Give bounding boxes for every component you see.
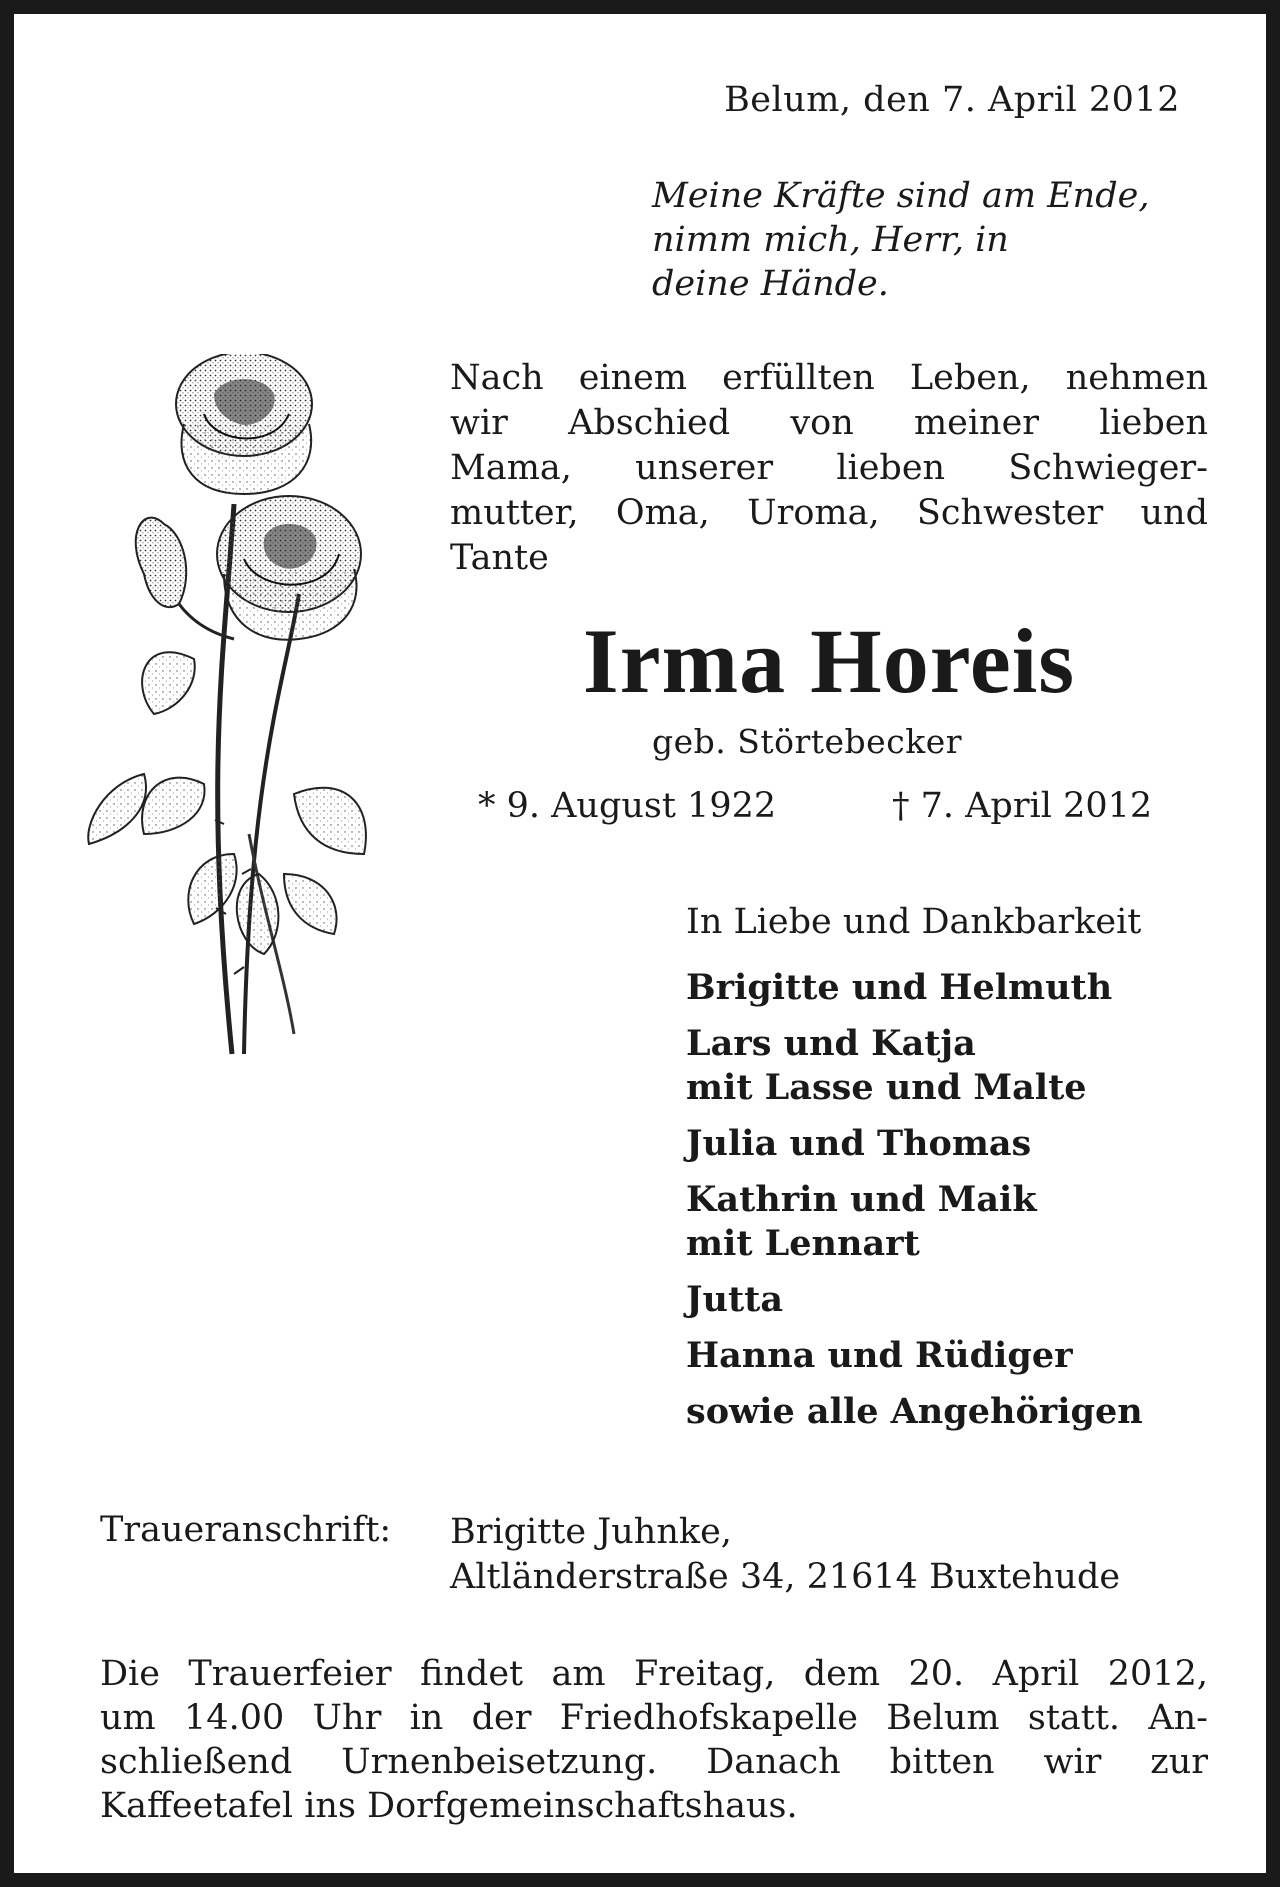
birth-date: * 9. August 1922 <box>478 786 777 826</box>
family-group <box>686 1334 1143 1378</box>
family-group <box>686 1278 1143 1322</box>
family-line: Jutta <box>686 1279 784 1320</box>
family-group <box>686 1022 1143 1110</box>
verse-line: Meine Kräfte sind am Ende, <box>652 176 1150 216</box>
deceased-name-wrap <box>14 608 1280 714</box>
deceased-name: Irma Horeis <box>582 610 1076 712</box>
intro-line: Mama, unserer lieben Schwieger- <box>450 448 1208 488</box>
family-group <box>686 1122 1143 1166</box>
family-line: Brigitte und Helmuth <box>686 967 1113 1008</box>
family-group <box>686 1178 1143 1266</box>
thanks-line: In Liebe und Dankbarkeit <box>686 902 1142 942</box>
family-line: sowie alle Angehörigen <box>686 1391 1143 1432</box>
family-list <box>686 966 1143 1446</box>
intro-text <box>450 356 1208 581</box>
verse-line: deine Hände. <box>652 264 889 304</box>
ceremony-line: Kaffeetafel ins Dorfgemeinschaftshaus. <box>100 1786 798 1826</box>
ceremony-line: schließend Urnenbeisetzung. Danach bitten wir zur <box>100 1742 1208 1782</box>
death-date: † 7. April 2012 <box>892 786 1153 826</box>
intro-line: mutter, Oma, Uroma, Schwester und <box>450 493 1208 533</box>
verse-line: nimm mich, Herr, in <box>652 220 1009 260</box>
address-line: Altländerstraße 34, 21614 Buxtehude <box>450 1557 1121 1597</box>
family-line: Lars und Katja <box>686 1023 976 1064</box>
mourning-address <box>450 1510 1120 1600</box>
place-date: Belum, den 7. April 2012 <box>724 80 1180 120</box>
family-group <box>686 966 1143 1010</box>
intro-line: wir Abschied von meiner lieben <box>450 403 1208 443</box>
family-line: Julia und Thomas <box>686 1123 1032 1164</box>
intro-line: Tante <box>450 538 549 578</box>
address-label: Traueranschrift: <box>100 1510 392 1550</box>
ceremony-text <box>100 1652 1208 1828</box>
ceremony-line: Die Trauerfeier findet am Freitag, dem 20. April 2012, <box>100 1654 1208 1694</box>
ceremony-line: um 14.00 Uhr in der Friedhofskapelle Belum statt. An- <box>100 1698 1208 1738</box>
family-line: mit Lennart <box>686 1223 920 1264</box>
family-line: mit Lasse und Malte <box>686 1067 1087 1108</box>
family-group <box>686 1390 1143 1434</box>
intro-line: Nach einem erfüllten Leben, nehmen <box>450 358 1208 398</box>
address-line: Brigitte Juhnke, <box>450 1512 732 1552</box>
family-line: Hanna und Rüdiger <box>686 1335 1073 1376</box>
family-line: Kathrin und Maik <box>686 1179 1037 1220</box>
verse <box>652 174 1149 306</box>
born-name: geb. Störtebecker <box>652 722 962 761</box>
